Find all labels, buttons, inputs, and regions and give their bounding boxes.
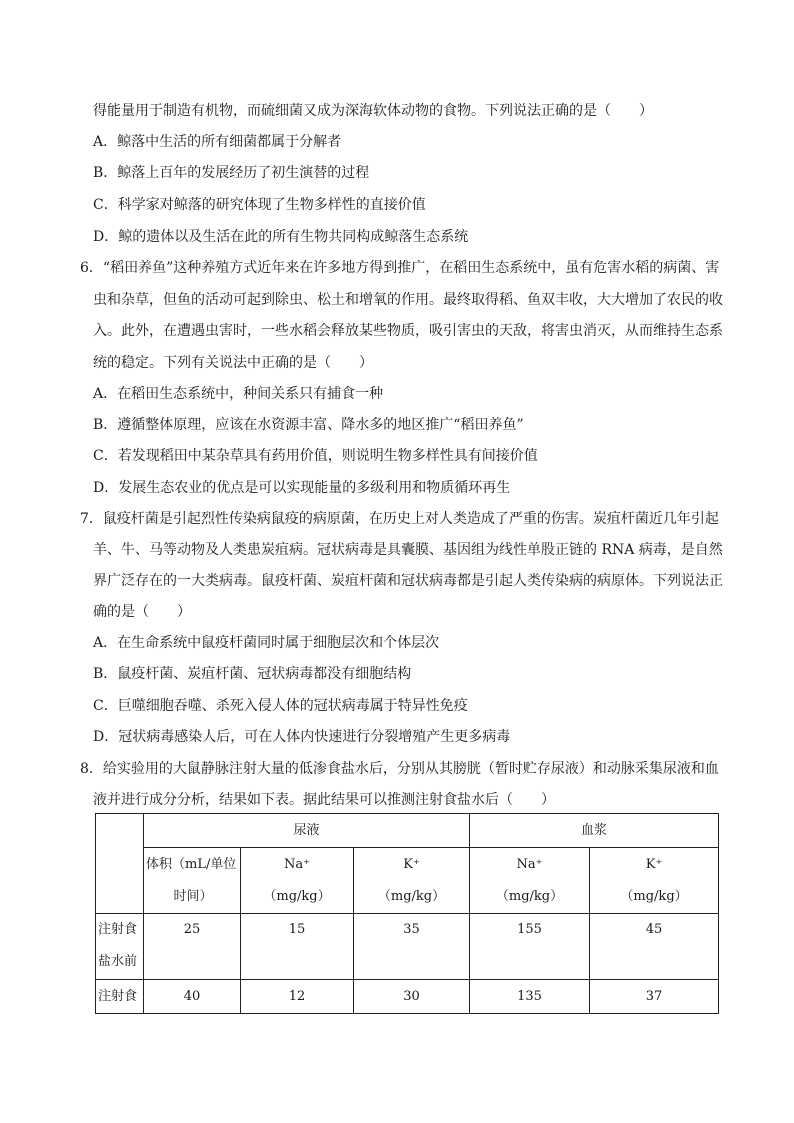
header-volume-line-1: 体积（mL/单位 (146, 856, 237, 872)
results-table (95, 813, 719, 1014)
row-label (96, 914, 144, 980)
q7-stem-line-1: 7．鼠疫杆菌是引起烈性传染病鼠疫的病原菌，在历史上对人类造成了严重的伤害。炭疽杆菌近几年引起 (80, 511, 719, 527)
header-urine-k-unit: （mg/kg） (377, 888, 446, 904)
q6-stem-line-3: 入。此外，在遭遇虫害时，一些水稻会释放某些物质，吸引害虫的天敌，将害虫消灭，从而维持生态系 (93, 323, 723, 339)
header-volume-line-2: 时间） (173, 888, 213, 904)
cell-plasma-k: 45 (590, 914, 719, 980)
cell-urine-na: 15 (241, 914, 354, 980)
header-plasma-na (470, 848, 590, 914)
q5-option-c: C．科学家对鲸落的研究体现了生物多样性的直接价值 (93, 197, 426, 213)
header-plasma: 血浆 (470, 814, 719, 848)
cell-urine-k: 35 (354, 914, 470, 980)
q7-stem-line-3: 界广泛存在的一大类病毒。鼠疫杆菌、炭疽杆菌和冠状病毒都是引起人类传染病的病原体。下列说法正 (93, 573, 723, 589)
cell-plasma-na: 135 (470, 980, 590, 1014)
header-plasma-k-unit: （mg/kg） (620, 888, 688, 904)
header-volume (144, 848, 241, 914)
q5-stem-tail: 得能量用于制造有机物，而硫细菌又成为深海软体动物的食物。下列说法正确的是（ ） (93, 103, 653, 119)
header-plasma-na-label: Na⁺ (516, 856, 543, 872)
q6-option-a: A．在稻田生态系统中，种间关系只有捕食一种 (93, 386, 384, 402)
cell-urine-k: 30 (354, 980, 470, 1014)
table-row (96, 914, 719, 980)
cell-plasma-na: 155 (470, 914, 590, 980)
header-urine-na-label: Na⁺ (284, 856, 310, 872)
q5-option-b: B．鲸落上百年的发展经历了初生演替的过程 (93, 165, 370, 181)
cell-plasma-k: 37 (590, 980, 719, 1014)
table-corner-cell (96, 814, 144, 914)
cell-volume: 25 (144, 914, 241, 980)
header-plasma-k-label: K⁺ (645, 856, 663, 872)
header-urine-na-unit: （mg/kg） (263, 888, 331, 904)
row-label-line-1: 注射食 (98, 922, 138, 937)
q8-stem-line-2: 液并进行成分分析，结果如下表。据此结果可以推测注射食盐水后（ ） (93, 792, 555, 808)
q5-option-d: D．鲸的遗体以及生活在此的所有生物共同构成鲸落生态系统 (93, 229, 469, 245)
row-label: 注射食 (96, 980, 144, 1014)
q7-option-b: B．鼠疫杆菌、炭疽杆菌、冠状病毒都没有细胞结构 (93, 666, 412, 682)
header-plasma-na-unit: （mg/kg） (495, 888, 564, 904)
row-label-line-2: 盐水前 (98, 954, 138, 969)
q5-option-a: A．鲸落中生活的所有细菌都属于分解者 (93, 134, 342, 150)
q6-stem-line-1: 6．“稻田养鱼”这种养殖方式近年来在许多地方得到推广，在稻田生态系统中，虽有危害水稻的病菌、害 (80, 260, 720, 276)
q6-option-b: B．遵循整体原理，应该在水资源丰富、降水多的地区推广“稻田养鱼” (93, 417, 524, 433)
q7-stem-line-4: 确的是（ ） (93, 604, 191, 620)
q6-option-d: D．发展生态农业的优点是可以实现能量的多级利用和物质循环再生 (93, 480, 511, 496)
header-urine-k-label: K⁺ (403, 856, 420, 872)
q7-stem-line-2: 羊、牛、马等动物及人类患炭疽病。冠状病毒是具囊膜、基因组为线性单股正链的 RNA 病毒，是自然 (93, 542, 723, 558)
cell-urine-na: 12 (241, 980, 354, 1014)
header-urine: 尿液 (144, 814, 470, 848)
header-plasma-k (590, 848, 719, 914)
table-row (96, 980, 719, 1014)
q7-option-d: D．冠状病毒感染人后，可在人体内快速进行分裂增殖产生更多病毒 (93, 729, 511, 745)
q6-option-c: C．若发现稻田中某杂草具有药用价值，则说明生物多样性具有间接价值 (93, 448, 538, 464)
header-urine-k (354, 848, 470, 914)
header-urine-na (241, 848, 354, 914)
q7-option-a: A．在生命系统中鼠疫杆菌同时属于细胞层次和个体层次 (93, 635, 440, 651)
cell-volume: 40 (144, 980, 241, 1014)
q6-stem-line-4: 统的稳定。下列有关说法中正确的是（ ） (93, 355, 373, 371)
q6-stem-line-2: 虫和杂草，但鱼的活动可起到除虫、松土和增氧的作用。最终取得稻、鱼双丰收，大大增加了农民的收 (93, 292, 723, 308)
q7-option-c: C．巨噬细胞吞噬、杀死入侵人体的冠状病毒属于特异性免疫 (93, 698, 468, 714)
q8-stem-line-1: 8．给实验用的大鼠静脉注射大量的低渗食盐水后，分别从其膀胱（暂时贮存尿液）和动脉采集尿液和血 (80, 761, 719, 777)
